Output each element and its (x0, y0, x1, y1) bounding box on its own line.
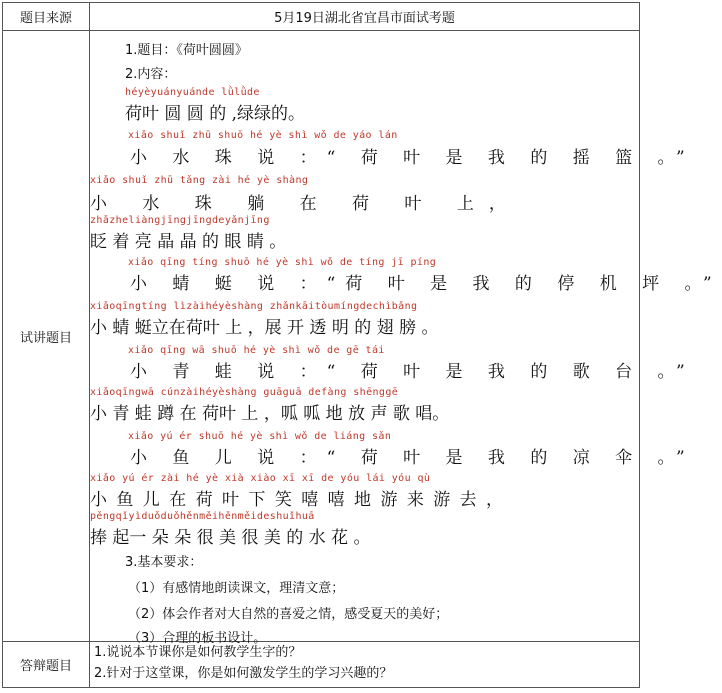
text-line: 捧 起一 朵 朵 很 美 很 美 的 水 花 。 (90, 528, 371, 548)
pinyin-line: xiǎo qīng wā shuō hé yè shì wǒ de gē tái (128, 345, 385, 356)
pinyin-line: héyèyuányuánde lǜlǜde (125, 87, 260, 98)
requirement-item: （1）有感情地朗读课文，理清文意； (128, 581, 345, 596)
text-line: 小 水 珠 躺 在 荷 叶 上， (90, 194, 521, 214)
title-line: 1.题目：《荷叶圆圆》 (125, 43, 248, 58)
answer-row (3, 642, 640, 688)
text-line: 眨 着 亮 晶 晶 的 眼 睛 。 (90, 232, 287, 252)
lecture-label: 试讲题目 (3, 31, 90, 642)
text-line: 小 鱼 儿 在 荷 叶 下 笑 嘻 嘻 地 游 来 游 去 ， (90, 490, 506, 510)
requirements-label: 3.基本要求： (125, 555, 203, 570)
answer-label: 答辩题目 (3, 642, 90, 688)
text-line: 小 青 蛙 蹲 在 荷叶 上 ，呱 呱 地 放 声 歌 唱。 (90, 404, 450, 424)
content-label: 2.内容： (125, 67, 177, 82)
lecture-content (90, 31, 722, 646)
answer-content (90, 642, 640, 688)
pinyin-line: xiǎo shuǐ zhū shuō hé yè shì wǒ de yáo lán (128, 130, 398, 141)
question-item: 2.针对于这堂课，你是如何激发学生的学习兴趣的？ (94, 666, 393, 681)
text-line: 小 青 蛙 说 ：“ 荷 叶 是 我 的 歌 台 。” (130, 362, 695, 382)
pinyin-line: xiǎoqīngtíng lìzàihéyèshàng zhǎnkāitòumíngdechìbǎng (90, 301, 418, 312)
pinyin-line: xiǎo shuǐ zhū tǎng zài hé yè shàng (90, 175, 309, 186)
source-value: 5月19日湖北省宜昌市面试考题 (90, 3, 640, 31)
pinyin-line: xiǎoqīngwā cúnzàihéyèshàng guāguā defàng shēnggē (90, 387, 399, 398)
pinyin-line: zhǎzheliàngjīngjīngdeyǎnjīng (90, 215, 270, 226)
pinyin-line: pěngqǐyìduǒduǒhěnměihěnměideshuǐhuā (90, 511, 315, 522)
text-line: 小 蜻 蜓 说 ：“荷 叶 是 我 的 停 机 坪 。” (130, 274, 722, 294)
text-line: 小 水 珠 说 ：“ 荷 叶 是 我 的 摇 篮 。” (130, 148, 695, 168)
source-label: 题目来源 (3, 3, 90, 31)
text-line: 小 蜻 蜓立在荷叶 上 ，展 开 透 明 的 翅 膀 。 (90, 318, 439, 338)
header-row (3, 3, 640, 31)
text-line: 荷叶 圆 圆 的 ,绿绿的。 (125, 104, 306, 124)
text-line: 小 鱼 儿 说 ：“ 荷 叶 是 我 的 凉 伞 。” (130, 448, 695, 468)
lecture-row (3, 31, 640, 642)
question-item: 1.说说本节课你是如何教学生字的？ (94, 645, 302, 660)
pinyin-line: xiǎo yú ér shuō hé yè shì wǒ de liáng sǎn (128, 431, 392, 442)
requirement-item: （2）体会作者对大自然的喜爱之情，感受夏天的美好； (128, 607, 449, 622)
interview-question-table (2, 2, 722, 688)
pinyin-line: xiǎo qīng tíng shuō hé yè shì wǒ de tíng jī píng (128, 257, 437, 268)
pinyin-line: xiǎo yú ér zài hé yè xià xiào xī xī de yóu lái yóu qù (90, 473, 431, 484)
requirement-item: （3）合理的板书设计。 (128, 631, 267, 646)
